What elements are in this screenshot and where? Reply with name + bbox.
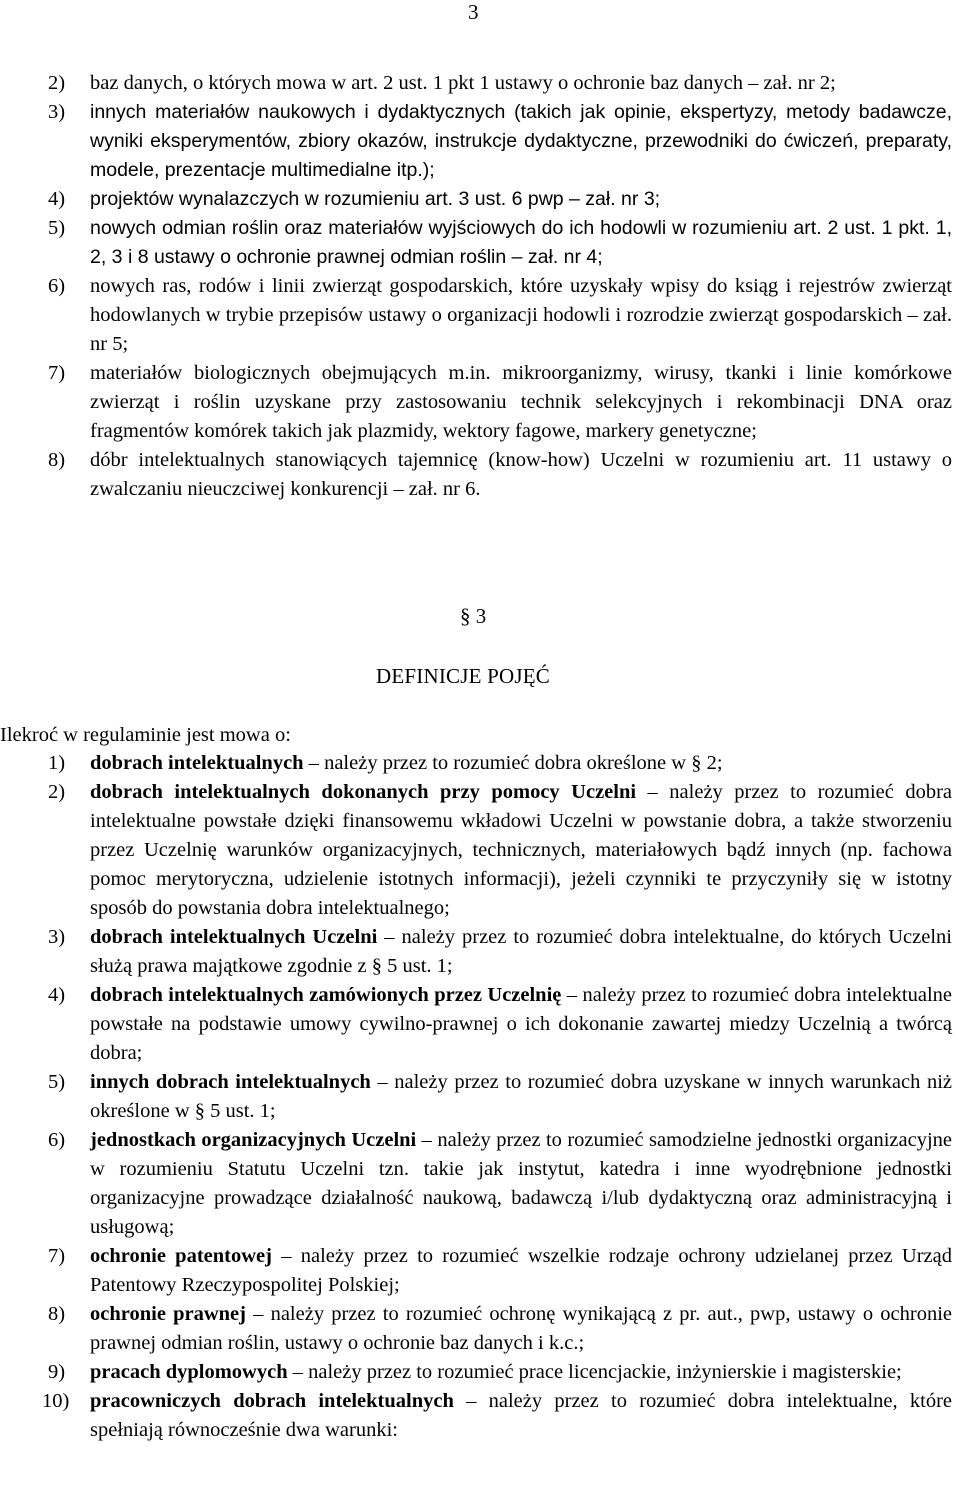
definitions-intro: Ilekroć w regulaminie jest mowa o: (0, 724, 291, 746)
list-item (0, 446, 960, 504)
definition-text: należy przez to rozumieć prace licencjackie, inżynierskie i magisterskie; (308, 1361, 902, 1383)
list-item (0, 98, 960, 185)
section-number-value: 3 (475, 604, 487, 628)
definition-number: 9) (48, 1361, 66, 1383)
definition-text: należy przez to rozumieć dobra intelektualne, które spełniają równocześnie dwa warunki: (90, 1390, 952, 1441)
list-item (0, 185, 960, 214)
list-item (0, 69, 960, 98)
definition-text: należy przez to rozumieć wszelkie rodzaje ochrony udzielanej przez Urząd Patentowy Rzeczypospolitej Polskiej; (90, 1245, 952, 1296)
definition-number: 5) (48, 1071, 66, 1093)
definition-term: jednostkach organizacyjnych Uczelni (90, 1129, 417, 1151)
item-text: materiałów biologicznych obejmujących m.in. mikroorganizmy, wirusy, tkanki i linie komórkowe zwierząt i roślin uzyskane przy zastosowaniu technik selekcyjnych i rekombinacji DNA oraz fragmentów komórek takich jak plazmidy, wektory fagowe, markery genetyczne; (90, 362, 952, 442)
definition-text: należy przez to rozumieć samodzielne jednostki organizacyjne w rozumieniu Statutu Uczelni tzn. takie jak instytut, katedra i inne wyodrębnione jednostki organizacyjne prowadzące działalność naukową, badawczą i/lub dydaktyczną oraz administracyjną i usługową; (90, 1129, 953, 1238)
definition-term: ochronie prawnej (90, 1303, 246, 1325)
definition-term: dobrach intelektualnych (90, 752, 304, 774)
list-item (0, 214, 960, 272)
definition-text: należy przez to rozumieć dobra intelektualne powstałe dzięki finansowemu wkładowi Uczelni w powstanie dobra, a także stworzeniu przez Uczelnię warunków organizacyjnych, technicznych, materiałowych bądź innych (np. fachowa pomoc merytoryczna, udzielenie istotnych informacji), jeżeli czynniki te przyczyniły się w istotny sposób do powstania dobra intelektualnego; (90, 781, 952, 919)
definition-term: innych dobrach intelektualnych (90, 1071, 371, 1093)
definition-number: 8) (48, 1303, 66, 1325)
definition-item: 7) ochronie patentowej – należy przez to rozumieć wszelkie rodzaje ochrony udzielanej przez Urząd Patentowy Rzeczypospolitej Polskiej; (0, 1242, 960, 1300)
section-heading: DEFINICJE POJĘĆ (376, 664, 550, 688)
item-number: 3) (48, 101, 66, 123)
definition-number: 7) (48, 1245, 66, 1267)
item-number: 4) (48, 188, 66, 210)
definition-item: 3) dobrach intelektualnych Uczelni – należy przez to rozumieć dobra intelektualne, do których Uczelni służą prawa majątkowe zgodnie z § 5 ust. 1; (0, 923, 960, 981)
definition-number: 4) (48, 984, 66, 1006)
item-number: 6) (48, 275, 66, 297)
item-number: 7) (48, 362, 66, 384)
definition-text: należy przez to rozumieć ochronę wynikającą z pr. aut., pwp, ustawy o ochronie prawnej odmian roślin, ustawy o ochronie baz danych i k.c.; (90, 1303, 952, 1354)
item-text: projektów wynalazczych w rozumieniu art. 3 ust. 6 pwp – zał. nr 3; (90, 188, 661, 210)
definition-term: dobrach intelektualnych Uczelni (90, 926, 378, 948)
list-item (0, 359, 960, 446)
definition-text: należy przez to rozumieć dobra uzyskane w innych warunkach niż określone w § 5 ust. 1; (90, 1071, 952, 1122)
definition-number: 1) (48, 752, 66, 774)
list-item (0, 272, 960, 359)
item-number: 8) (48, 449, 66, 471)
definition-number: 2) (48, 781, 66, 803)
section-symbol: § (460, 604, 471, 628)
definition-text: należy przez to rozumieć dobra intelektualne powstałe na podstawie umowy cywilno-prawnej o ich dokonanie zawartej miedzy Uczelnią a twórcą dobra; (90, 984, 953, 1064)
materials-list (0, 69, 960, 504)
item-text: dóbr intelektualnych stanowiących tajemnicę (know-how) Uczelni w rozumieniu art. 11 ustawy o zwalczaniu nieuczciwej konkurencji – zał. nr 6. (90, 449, 952, 500)
item-text: nowych ras, rodów i linii zwierząt gospodarskich, które uzyskały wpisy do ksiąg i rejestrów zwierząt hodowlanych w trybie przepisów ustawy o organizacji hodowli i rozrodzie zwierząt gospodarskich – zał. nr 5; (90, 275, 952, 355)
section-number (460, 604, 486, 628)
definitions-list (0, 749, 960, 1445)
definition-text: należy przez to rozumieć dobra intelektualne, do których Uczelni służą prawa majątkowe zgodnie z § 5 ust. 1; (90, 926, 952, 977)
definition-term: pracach dyplomowych (90, 1361, 288, 1383)
definition-item: 8) ochronie prawnej – należy przez to rozumieć ochronę wynikającą z pr. aut., pwp, ustawy o ochronie prawnej odmian roślin, ustawy o ochronie baz danych i k.c.; (0, 1300, 960, 1358)
definition-item: 4) dobrach intelektualnych zamówionych przez Uczelnię – należy przez to rozumieć dobra intelektualne powstałe na podstawie umowy cywilno-prawnej o ich dokonanie zawartej miedzy Uczelnią a twórcą dobra; (0, 981, 960, 1068)
item-text: innych materiałów naukowych i dydaktycznych (takich jak opinie, ekspertyzy, metody badawcze, wyniki eksperymentów, zbiory okazów, instrukcje dydaktyczne, przewodniki do ćwiczeń, preparaty, modele, prezentacje multimedialne itp.); (90, 101, 952, 181)
definition-number: 3) (48, 926, 66, 948)
item-text: nowych odmian roślin oraz materiałów wyjściowych do ich hodowli w rozumieniu art. 2 ust. 1 pkt. 1, 2, 3 i 8 ustawy o ochronie prawnej odmian roślin – zał. nr 4; (90, 217, 952, 268)
definition-item: 9) pracach dyplomowych – należy przez to rozumieć prace licencjackie, inżynierskie i magisterskie; (0, 1358, 960, 1387)
definition-item: 5) innych dobrach intelektualnych – należy przez to rozumieć dobra uzyskane w innych warunkach niż określone w § 5 ust. 1; (0, 1068, 960, 1126)
definition-item: 1) dobrach intelektualnych – należy przez to rozumieć dobra określone w § 2; (0, 749, 960, 778)
page-number: 3 (468, 0, 479, 24)
definition-term: ochronie patentowej (90, 1245, 272, 1267)
definition-item: 10) pracowniczych dobrach intelektualnych – należy przez to rozumieć dobra intelektualne, które spełniają równocześnie dwa warunki: (0, 1387, 960, 1445)
item-number: 2) (48, 72, 66, 94)
definition-term: pracowniczych dobrach intelektualnych (90, 1390, 454, 1412)
definition-item: 2) dobrach intelektualnych dokonanych przy pomocy Uczelni – należy przez to rozumieć dobra intelektualne powstałe dzięki finansowemu wkładowi Uczelni w powstanie dobra, a także stworzeniu przez Uczelnię warunków organizacyjnych, technicznych, materiałowych bądź innych (np. fachowa pomoc merytoryczna, udzielenie istotnych informacji), jeżeli czynniki te przyczyniły się w istotny sposób do powstania dobra intelektualnego; (0, 778, 960, 923)
definition-item: 6) jednostkach organizacyjnych Uczelni – należy przez to rozumieć samodzielne jednostki organizacyjne w rozumieniu Statutu Uczelni tzn. takie jak instytut, katedra i inne wyodrębnione jednostki organizacyjne prowadzące działalność naukową, badawczą i/lub dydaktyczną oraz administracyjną i usługową; (0, 1126, 960, 1242)
item-number: 5) (48, 217, 66, 239)
definition-text: należy przez to rozumieć dobra określone w § 2; (324, 752, 723, 774)
definition-number: 6) (48, 1129, 66, 1151)
item-text: baz danych, o których mowa w art. 2 ust. 1 pkt 1 ustawy o ochronie baz danych – zał. nr 2; (90, 72, 836, 94)
definition-number: 10) (42, 1390, 70, 1412)
definition-term: dobrach intelektualnych dokonanych przy pomocy Uczelni (90, 781, 637, 803)
definition-term: dobrach intelektualnych zamówionych przez Uczelnię (90, 984, 562, 1006)
